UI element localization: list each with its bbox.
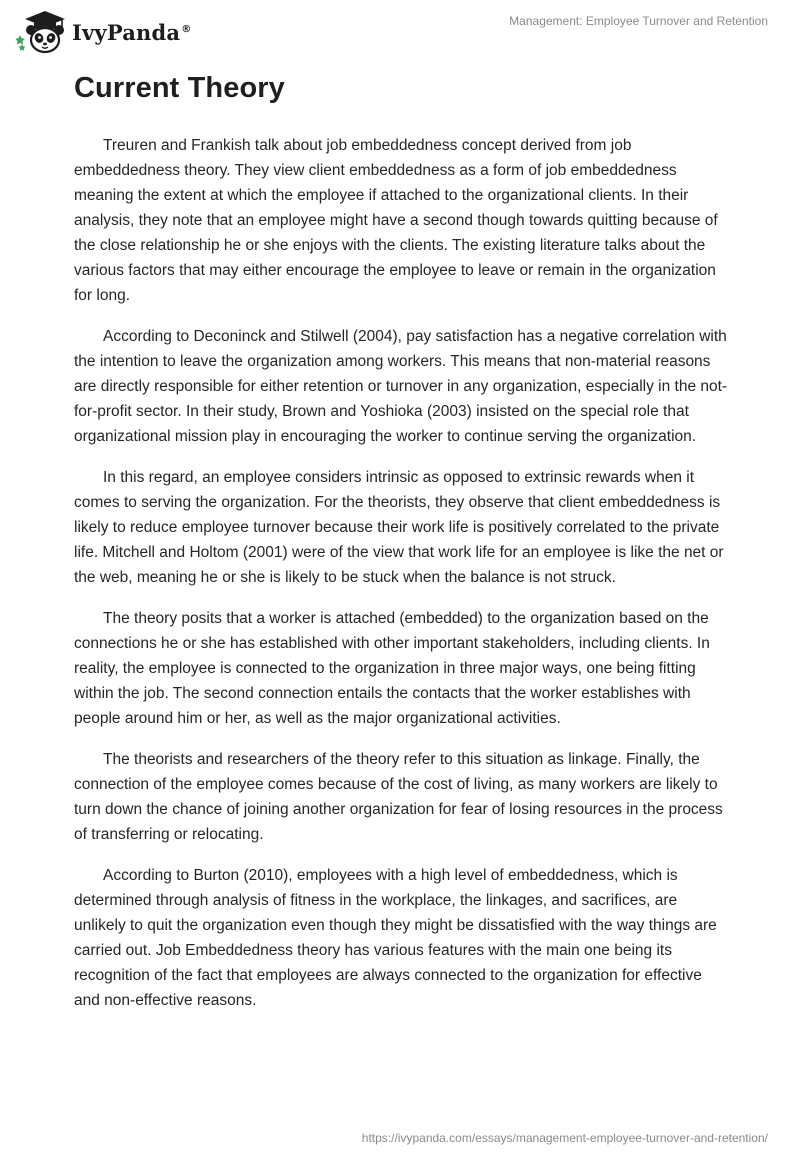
page-header <box>0 0 800 60</box>
paragraph: The theory posits that a worker is attached (embedded) to the organization based on the connections he or she has established with other important stakeholders, including clients. In reality, the employee is connected to the organization in three major ways, one being fitting within the job. The second connection entails the contacts that the worker establishes with people around him or her, as well as the major organizational activities. <box>74 610 710 727</box>
panda-graduate-icon <box>16 8 66 54</box>
article-body <box>74 133 728 1029</box>
paragraph: The theorists and researchers of the theory refer to this situation as linkage. Finally, the connection of the employee comes because of the cost of living, as many workers are likely to turn down the chance of joining another organization for fear of losing resources in the process of transferring or relocating. <box>74 751 723 843</box>
page-title: Current Theory <box>74 72 285 104</box>
paragraph: In this regard, an employee considers intrinsic as opposed to extrinsic rewards when it comes to serving the organization. For the theorists, they observe that client embeddedness is likely to reduce employee turnover because their work life is positively correlated to the private life. Mitchell and Holtom (2001) were of the view that work life for an employee is like the net or the web, meaning he or she is likely to be stuck when the balance is not struck. <box>74 469 724 586</box>
paragraph: According to Burton (2010), employees with a high level of embeddedness, which is determined through analysis of fitness in the workplace, the linkages, and sacrifices, are unlikely to quit the organization even though they might be dissatisfied with the way things are carried out. Job Embeddedness theory has various features with the main one being its recognition of the fact that employees are always connected to the organization for effective and non-effective reasons. <box>74 867 717 1009</box>
document-title: Management: Employee Turnover and Retention <box>509 14 768 28</box>
paragraph: Treuren and Frankish talk about job embeddedness concept derived from job embeddedness theory. They view client embeddedness as a form of job embeddedness meaning the extent at which the employee if attached to the organizational clients. In their analysis, they note that an employee might have a second though towards quitting because of the close relationship he or she enjoys with the clients. The existing literature talks about the various factors that may either encourage the employee to leave or remain in the organization for long. <box>74 137 718 304</box>
brand-logo[interactable] <box>16 8 191 54</box>
paragraph: According to Deconinck and Stilwell (2004), pay satisfaction has a negative correlation with the intention to leave the organization among workers. This means that non-material reasons are directly responsible for either retention or turnover in any organization, especially in the not-for-profit sector. In their study, Brown and Yoshioka (2003) insisted on the special role that organizational mission play in encouraging the worker to continue serving the organization. <box>74 328 728 445</box>
registered-mark: ® <box>181 23 192 35</box>
brand-name: IvyPanda® <box>72 19 192 45</box>
source-url[interactable]: https://ivypanda.com/essays/management-employee-turnover-and-retention/ <box>361 1131 768 1145</box>
